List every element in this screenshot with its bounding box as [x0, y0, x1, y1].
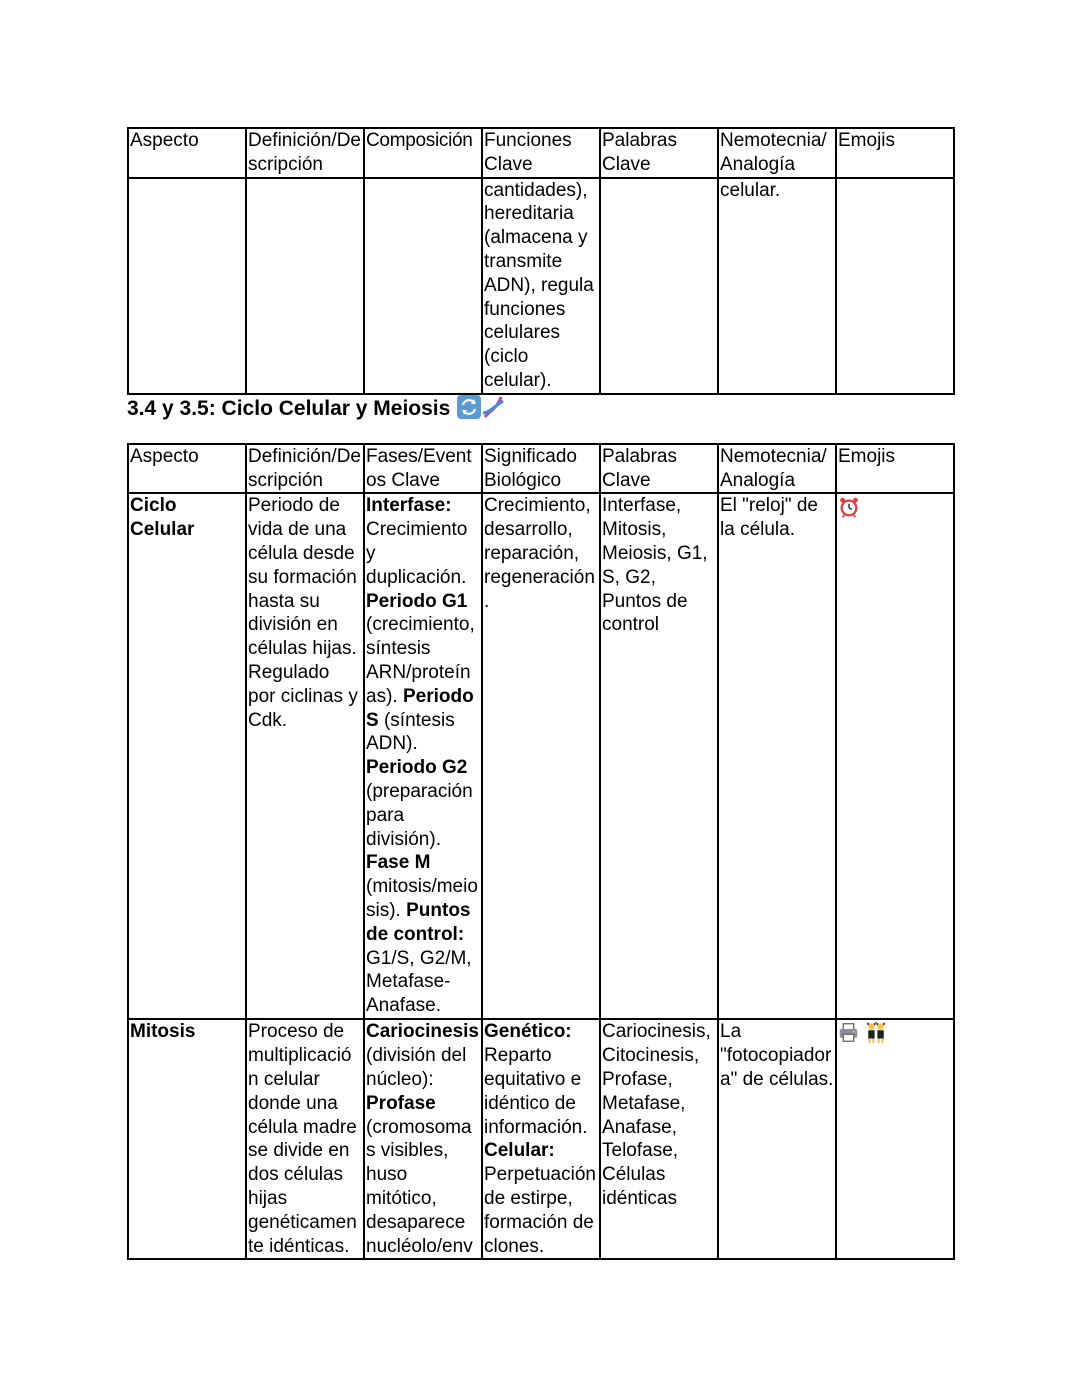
term-text: (crecimiento, síntesis ARN/proteínas). — [366, 614, 475, 707]
bold-term: Cariocinesis — [366, 1021, 479, 1043]
bold-term: Periodo G1 — [366, 590, 468, 612]
bold-term: Periodo G2 — [366, 757, 468, 779]
header-cell: Aspecto — [128, 128, 246, 178]
term-text: Reparto equitativo e idéntico de información. — [484, 1045, 588, 1138]
header-cell: Definición/Descripción — [246, 444, 364, 494]
table-cell — [128, 178, 246, 394]
section-title: 3.4 y 3.5: Ciclo Celular y Meiosis — [127, 396, 451, 420]
definicion-cell: Periodo de vida de una célula desde su formación hasta su división en células hijas. Regulado por ciclinas y Cdk. — [246, 493, 364, 1019]
table-row — [128, 178, 954, 394]
header-cell: Palabras Clave — [600, 444, 718, 494]
table-cell — [836, 178, 954, 394]
table-cell: cantidades), hereditaria (almacena y transmite ADN), regula funciones celulares (ciclo celular). — [482, 178, 600, 394]
header-cell: Composición — [364, 128, 482, 178]
palabras-cell: Interfase, Mitosis, Meiosis, G1, S, G2, Puntos de control — [600, 493, 718, 1019]
term-text: (síntesis ADN). — [366, 709, 455, 755]
table-header-row — [128, 128, 954, 178]
bold-term: Puntos de control: — [366, 899, 471, 945]
term-text: Crecimiento y duplicación. — [366, 519, 468, 588]
nemotecnia-cell: El "reloj" de la célula. — [718, 493, 836, 1019]
header-cell: Emojis — [836, 444, 954, 494]
aspecto-cell: Mitosis — [128, 1019, 246, 1259]
aspecto-cell: Ciclo Celular — [128, 493, 246, 1019]
bold-term: Genético: — [484, 1021, 572, 1043]
header-cell: Nemotecnia/ Analogía — [718, 128, 836, 178]
nemotecnia-cell: La "fotocopiadora" de células. — [718, 1019, 836, 1259]
bold-term: Periodo S — [366, 685, 474, 731]
header-cell: Definición/Descripción — [246, 128, 364, 178]
table-cell — [600, 178, 718, 394]
palabras-cell: Cariocinesis, Citocinesis, Profase, Metafase, Anafase, Telofase, Células idénticas — [600, 1019, 718, 1259]
header-cell: Palabras Clave — [600, 128, 718, 178]
alarm-clock-icon — [838, 495, 860, 516]
document-page — [127, 127, 953, 1260]
table-ciclo-celular — [127, 443, 955, 1261]
term-text: (mitosis/meiosis). — [366, 876, 478, 921]
term-text: Crecimiento, desarrollo, reparación, regeneración. — [484, 495, 595, 612]
table-row — [128, 493, 954, 1019]
printer-icon — [838, 1021, 864, 1042]
twins-icon — [864, 1021, 888, 1042]
definicion-cell: Proceso de multiplicación celular donde una célula madre se divide en dos células hijas genéticamente idénticas. — [246, 1019, 364, 1259]
term-text: (división del núcleo): — [366, 1045, 467, 1090]
fases-cell — [364, 1019, 482, 1259]
bold-term: Profase — [366, 1092, 436, 1114]
significado-cell — [482, 1019, 600, 1259]
header-cell: Aspecto — [128, 444, 246, 494]
bold-term: Fase M — [366, 852, 431, 874]
bold-term: Interfase: — [366, 495, 452, 517]
table-cell: celular. — [718, 178, 836, 394]
header-cell: Fases/Eventos Clave — [364, 444, 482, 494]
term-text: (cromosomas visibles, huso mitótico, desaparece nucléolo/env — [366, 1116, 473, 1257]
term-text: G1/S, G2/M, Metafase-Anafase. — [366, 947, 472, 1017]
significado-cell — [482, 493, 600, 1019]
emojis-cell — [836, 1019, 954, 1259]
header-cell: Nemotecnia/ Analogía — [718, 444, 836, 494]
table-cell — [364, 178, 482, 394]
fases-cell — [364, 493, 482, 1019]
term-text: (preparación para división). — [366, 780, 473, 850]
bold-term: Celular: — [484, 1140, 555, 1162]
header-cell: Funciones Clave — [482, 128, 600, 178]
emojis-cell — [836, 493, 954, 1019]
term-text: Perpetuación de estirpe, formación de clones. — [484, 1164, 596, 1257]
table-cell — [246, 178, 364, 394]
table-row — [128, 1019, 954, 1259]
dna-icon — [481, 395, 505, 423]
header-cell: Emojis — [836, 128, 954, 178]
table-header-row — [128, 444, 954, 494]
table-continuation — [127, 127, 955, 395]
cycle-arrows-icon — [457, 395, 481, 423]
section-heading — [127, 395, 953, 443]
header-cell: Significado Biológico — [482, 444, 600, 494]
